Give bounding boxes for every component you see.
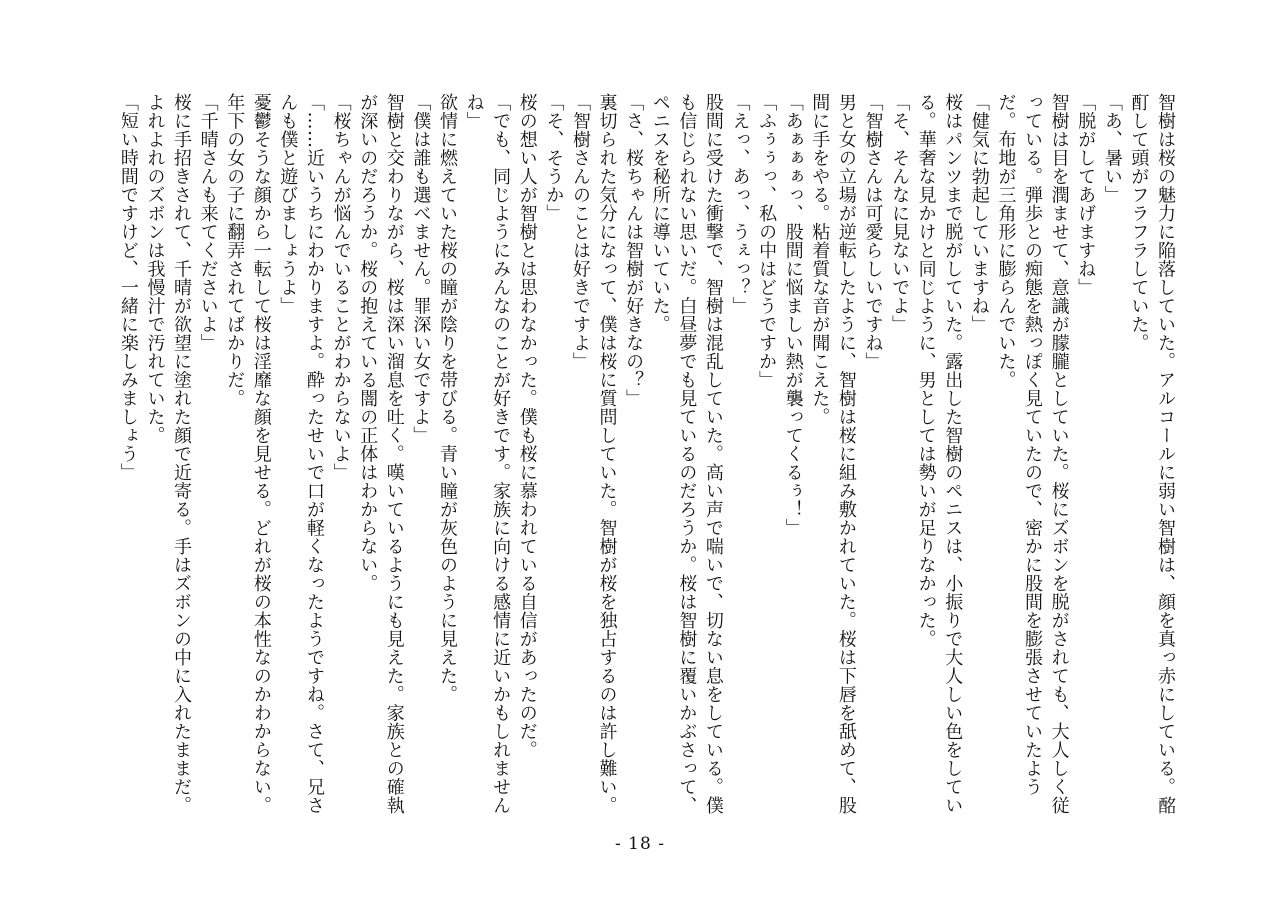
paragraph: 「そ、そうか」: [543, 93, 565, 223]
paragraph: 股間に受けた衝撃で、智樹は混乱していた。高い声で喘いで、切ない息をしている。僕も信じられない思いだ。白昼夢でも見ているのだろうか。桜は智樹に覆いかぶさって、ペニスを秘所に導いていた。: [649, 93, 724, 815]
paragraph: 裏切られた気分になって、僕は桜に質問していた。智樹が桜を独占するのは許し難い。: [596, 93, 618, 815]
paragraph: 「さ、桜ちゃんは智樹が好きなの？」: [623, 93, 645, 408]
paragraph: 「でも、同じようにみんなのことが好きです。家族に向ける感情に近いかもしれませんね」: [463, 93, 512, 815]
paragraph: 智樹は桜の魅力に陥落していた。アルコールに弱い智樹は、顔を真っ赤にしている。酩酊して頭がフラフラしていた。: [1128, 93, 1176, 815]
paragraph: 憂鬱そうな顔から一転して桜は淫靡な顔を見せる。どれが桜の本性なのかわからない。年下の女の子に翻弄されてばかりだ。: [224, 93, 272, 815]
paragraph: 「桜ちゃんが悩んでいることがわからないよ」: [330, 93, 352, 482]
paragraph: 「智樹さんは可愛らしいですね」: [862, 93, 884, 371]
vertical-text-body: [98, 93, 1178, 823]
paragraph: 「短い時間ですけど、一緒に楽しみましょう」: [117, 93, 139, 482]
paragraph: 「ふぅぅっ、私の中はどうですか」: [756, 93, 778, 389]
paragraph: 智樹と交わりながら、桜は深い溜息を吐く。嘆いているようにも見えた。家族との確執が深いのだろうか。桜の抱えている闇の正体はわからない。: [357, 93, 405, 815]
paragraph: 智樹は目を潤ませて、意識が朦朧としていた。桜にズボンを脱がされても、大人しく従っている。弾歩との痴態を熱っぽく見ていたので、密かに股間を膨張させていたようだ。布地が三角形に膨らんでいた。: [995, 93, 1070, 815]
paragraph: 「あ、暑い」: [1101, 93, 1123, 204]
page-number: - 18 -: [615, 834, 665, 854]
paragraph: 桜に手招きされて、千晴が欲望に塗れた顔で近寄る。手はズボンの中に入れたままだ。よれよれのズボンは我慢汁で汚れていた。: [144, 93, 193, 815]
paragraph: 「……近いうちにわかりますよ。酔ったせいで口が軽くなったようですね。さて、兄さんも僕と遊びましょうよ」: [277, 93, 325, 815]
paragraph: 「智樹さんのことは好きですよ」: [569, 93, 591, 371]
paragraph: 「脱がしてあげますね」: [1075, 93, 1097, 297]
paragraph: 「あぁぁぁっ、股間に悩ましい熱が襲ってくるぅ！」: [782, 93, 804, 537]
paragraph: 「千晴さんも来てくださいよ」: [197, 93, 219, 352]
paragraph: 桜の想い人が智樹とは思わなかった。僕も桜に慕われている自信があったのだ。: [516, 93, 538, 759]
paragraph: 「そ、そんなに見ないでよ」: [889, 93, 911, 334]
paragraph: 桜はパンツまで脱がしていた。露出した智樹のペニスは、小振りで大人しい色をしている。華奢な見かけと同じように、男としては勢いが足りなかった。: [915, 93, 964, 815]
paragraph: 「えっ、あっ、うぇっ？」: [729, 93, 751, 315]
paragraph: 男と女の立場が逆転したように、智樹は桜に組み敷かれていた。桜は下唇を舐めて、股間に手をやる。粘着質な音が聞こえた。: [809, 93, 857, 815]
paragraph: 「僕は誰も選べません。罪深い女ですよ」: [410, 93, 432, 445]
paragraph: 欲情に燃えていた桜の瞳が陰りを帯びる。青い瞳が灰色のように見えた。: [436, 93, 458, 704]
paragraph: 「健気に勃起していますね」: [968, 93, 990, 334]
